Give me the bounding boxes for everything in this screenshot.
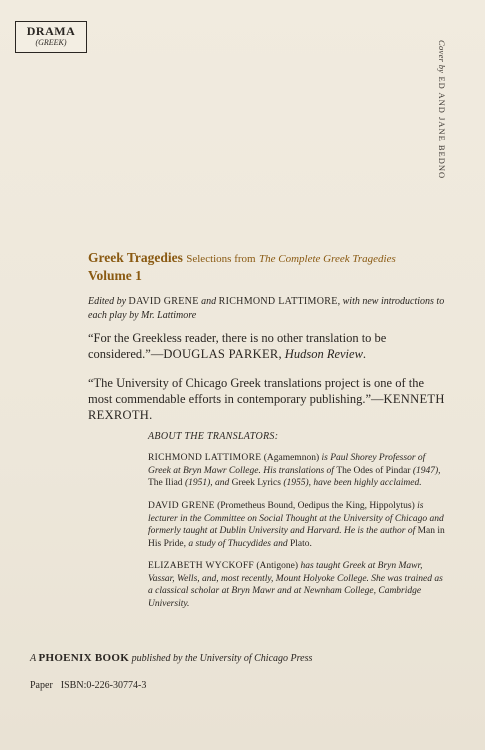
book-title-line [88, 250, 396, 266]
translator-bio [148, 500, 448, 550]
editor-name: RICHMOND LATTIMORE [218, 296, 338, 307]
cover-credit [437, 40, 447, 179]
translator-works: (Antigone) [256, 561, 299, 571]
work-title: Greek Lyrics [231, 478, 281, 488]
quote-source: Hudson Review [284, 347, 363, 361]
subcategory-label: (GREEK) [35, 38, 67, 47]
isbn-number: ISBN:0-226-30774-3 [60, 680, 147, 691]
book-title: Greek Tragedies [88, 250, 183, 265]
publisher-line [30, 652, 312, 664]
translator-works: (Prometheus Bound, Oedipus the King, Hippolytus) [217, 501, 415, 511]
editors-line [88, 295, 448, 323]
editors-text: , with new introductions to each play by Mr. Lattimore [88, 296, 445, 321]
review-quote [88, 375, 450, 423]
quote-text: “The University of Chicago Greek translations project is one of the most commendable efforts in contemporary publishing.”— [88, 376, 425, 406]
category-badge [15, 21, 87, 53]
cover-credit-prefix: Cover by [437, 40, 447, 74]
translator-bio [148, 560, 448, 610]
quote-end: . [362, 347, 367, 361]
translators-heading: ABOUT THE TRANSLATORS: [148, 431, 279, 442]
quote-author: KENNETH REXROTH [88, 392, 445, 422]
bio-text: . [309, 538, 312, 549]
bio-text: have been highly acclaimed. [313, 478, 422, 488]
work-year: (1947), [412, 465, 441, 476]
publisher-name: published by the University of Chicago Press [131, 653, 313, 664]
bio-text: is lecturer in the Committee on Social Thought at the University of Chicago and formerly taught at Dublin University and Harvard. He is the author of [148, 501, 444, 536]
work-title: Plato [289, 538, 310, 549]
publisher-imprint: PHOENIX BOOK [38, 652, 130, 664]
translator-works: (Agamemnon) [263, 453, 320, 463]
publisher-prefix: A [30, 653, 36, 664]
editors-text: and [201, 296, 217, 307]
cover-credit-name: ED AND JANE BEDNO [437, 76, 447, 180]
isbn-line [30, 680, 154, 691]
book-subtitle-prefix: Selections from [186, 253, 256, 265]
binding-format: Paper [30, 680, 53, 691]
bio-text: , a study of Thucydides and [183, 538, 288, 549]
category-label: DRAMA [26, 24, 76, 38]
work-title: The Odes of Pindar [336, 465, 411, 476]
review-quote: “For the Greekless reader, there is no other translation to be considered.”—DOUGLAS PARKER, Hudson Review. [88, 331, 387, 361]
work-title: Man in His Pride [148, 526, 445, 549]
translator-bio [148, 452, 448, 490]
translator-name: ELIZABETH WYCKOFF [148, 561, 254, 571]
bio-text: is Paul Shorey Professor of Greek at Bryn Mawr College. His translations of [148, 453, 426, 476]
editor-name: DAVID GRENE [128, 296, 199, 307]
work-title: The Iliad [148, 478, 183, 488]
quote-author: DOUGLAS PARKER [163, 347, 279, 361]
work-year: (1955), [283, 478, 312, 488]
work-year: (1951), [184, 478, 213, 488]
book-subtitle-source: The Complete Greek Tragedies [258, 253, 396, 265]
book-volume: Volume 1 [88, 268, 142, 283]
translator-name: DAVID GRENE [148, 501, 215, 511]
bio-text: and [215, 478, 230, 488]
quote-text: “For the Greekless reader, there is no other translation to be considered.”— [88, 331, 387, 361]
bio-text: has taught Greek at Bryn Mawr, Vassar, Wells, and, most recently, Mount Holyoke College. She was trained as a classical scholar at Bryn Mawr and at Newnham College, Cambridge University. [148, 561, 443, 609]
translator-name: RICHMOND LATTIMORE [148, 453, 262, 463]
quote-end: . [149, 408, 153, 422]
editors-text: Edited by [88, 296, 127, 307]
